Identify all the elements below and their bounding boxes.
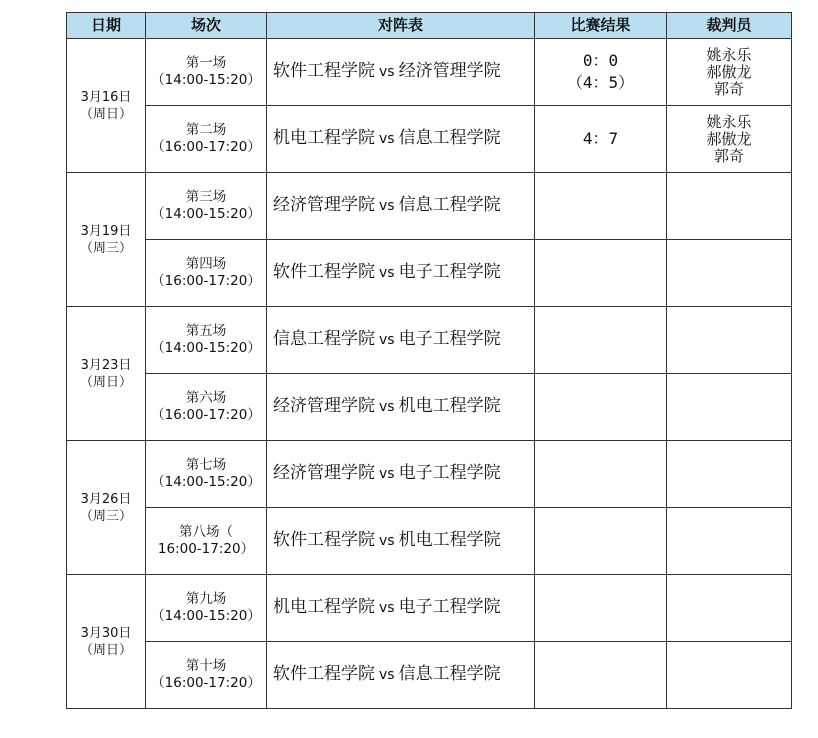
referee-cell [667,642,792,709]
session-time: （14:00-15:20） [151,474,261,490]
session-cell [146,508,267,575]
table-row [67,39,792,106]
table-row [67,173,792,240]
table-row [67,374,792,441]
referee-cell [667,307,792,374]
session-name: 第四场 [185,256,227,272]
session-cell [146,575,267,642]
team-b: 电子工程学院 [398,329,501,349]
referee-cell [667,374,792,441]
vs-label: vs [379,265,395,281]
team-a: 软件工程学院 [273,530,375,550]
match-date: 3月26日 [80,491,132,507]
result-cell [535,642,667,709]
referee-cell [667,173,792,240]
team-b: 信息工程学院 [398,664,501,684]
team-b: 电子工程学院 [398,597,501,617]
match-date: 3月30日 [80,625,132,641]
match-weekday: （周日） [79,374,132,390]
referee-name: 郭奇 [713,146,744,165]
referee-cell [667,240,792,307]
table-row [67,307,792,374]
header-date: 日期 [67,13,146,39]
referee-name: 郝傲龙 [706,129,752,148]
vs-label: vs [379,533,395,549]
vs-label: vs [379,198,395,214]
table-row [67,441,792,508]
matchup-cell [267,240,535,307]
team-a: 经济管理学院 [273,195,375,215]
match-weekday: （周日） [79,642,132,658]
session-time: （14:00-15:20） [151,340,261,356]
matchup-cell [267,173,535,240]
table-row [67,106,792,173]
team-a: 机电工程学院 [273,597,375,617]
session-time: （16:00-17:20） [151,139,261,155]
team-b: 电子工程学院 [398,463,501,483]
session-cell [146,39,267,106]
result-cell [535,39,667,106]
match-weekday: （周三） [79,508,132,524]
match-date: 3月23日 [80,357,132,373]
referee-cell [667,39,792,106]
session-name: 第八场（ [179,524,233,540]
team-b: 电子工程学院 [398,262,501,282]
referee-cell [667,441,792,508]
vs-label: vs [379,131,395,147]
vs-label: vs [379,64,395,80]
result-cell [535,106,667,173]
team-a: 软件工程学院 [273,262,375,282]
session-time: （16:00-17:20） [151,273,261,289]
session-name: 第六场 [185,390,227,406]
session-cell [146,173,267,240]
session-time: （14:00-15:20） [151,72,261,88]
matchup-cell [267,374,535,441]
schedule-body [67,39,792,709]
header-result: 比赛结果 [535,13,667,39]
result-cell [535,240,667,307]
date-cell [67,39,146,173]
referee-name: 姚永乐 [706,112,752,131]
result-score: 0：0 [582,51,619,70]
session-name: 第十场 [185,658,227,674]
date-cell [67,441,146,575]
match-date: 3月16日 [80,89,132,105]
header-row [67,13,792,39]
result-cell [535,173,667,240]
header-matchup: 对阵表 [267,13,535,39]
session-cell [146,642,267,709]
referee-cell [667,106,792,173]
matchup-cell [267,441,535,508]
vs-label: vs [379,466,395,482]
table-row [67,240,792,307]
result-score: 4：7 [582,129,619,148]
header-referee: 裁判员 [667,13,792,39]
date-cell [67,173,146,307]
referee-cell [667,575,792,642]
referee-name: 郝傲龙 [706,62,752,81]
result-cell [535,508,667,575]
match-weekday: （周日） [79,106,132,122]
team-a: 软件工程学院 [273,61,375,81]
result-cell [535,374,667,441]
matchup-cell [267,106,535,173]
table-row [67,508,792,575]
session-cell [146,307,267,374]
team-a: 机电工程学院 [273,128,375,148]
team-a: 软件工程学院 [273,664,375,684]
referee-name: 姚永乐 [706,45,752,64]
session-cell [146,441,267,508]
team-b: 信息工程学院 [398,195,501,215]
matchup-cell [267,39,535,106]
session-name: 第五场 [185,323,227,339]
vs-label: vs [379,332,395,348]
result-cell [535,441,667,508]
header-session: 场次 [146,13,267,39]
session-time: （16:00-17:20） [151,675,261,691]
team-a: 经济管理学院 [273,463,375,483]
date-cell [67,575,146,709]
team-a: 经济管理学院 [273,396,375,416]
vs-label: vs [379,667,395,683]
session-time: （14:00-15:20） [151,608,261,624]
session-time: 16:00-17:20） [157,541,255,557]
session-name: 第二场 [185,122,227,138]
match-schedule-table [66,12,792,709]
referee-cell [667,508,792,575]
referee-name: 郭奇 [713,79,744,98]
team-a: 信息工程学院 [273,329,375,349]
team-b: 经济管理学院 [398,61,501,81]
result-cell [535,575,667,642]
team-b: 机电工程学院 [398,396,501,416]
session-cell [146,240,267,307]
matchup-cell [267,307,535,374]
matchup-cell [267,508,535,575]
result-penalty: （4：5） [566,73,635,92]
vs-label: vs [379,600,395,616]
team-b: 机电工程学院 [398,530,501,550]
matchup-cell [267,642,535,709]
table-row [67,575,792,642]
match-weekday: （周三） [79,240,132,256]
session-cell [146,106,267,173]
session-name: 第九场 [185,591,227,607]
session-time: （14:00-15:20） [151,206,261,222]
session-time: （16:00-17:20） [151,407,261,423]
result-cell [535,307,667,374]
session-name: 第七场 [185,457,227,473]
date-cell [67,307,146,441]
session-cell [146,374,267,441]
table-row [67,642,792,709]
matchup-cell [267,575,535,642]
session-name: 第三场 [185,189,227,205]
session-name: 第一场 [185,55,227,71]
vs-label: vs [379,399,395,415]
match-date: 3月19日 [80,223,132,239]
team-b: 信息工程学院 [398,128,501,148]
